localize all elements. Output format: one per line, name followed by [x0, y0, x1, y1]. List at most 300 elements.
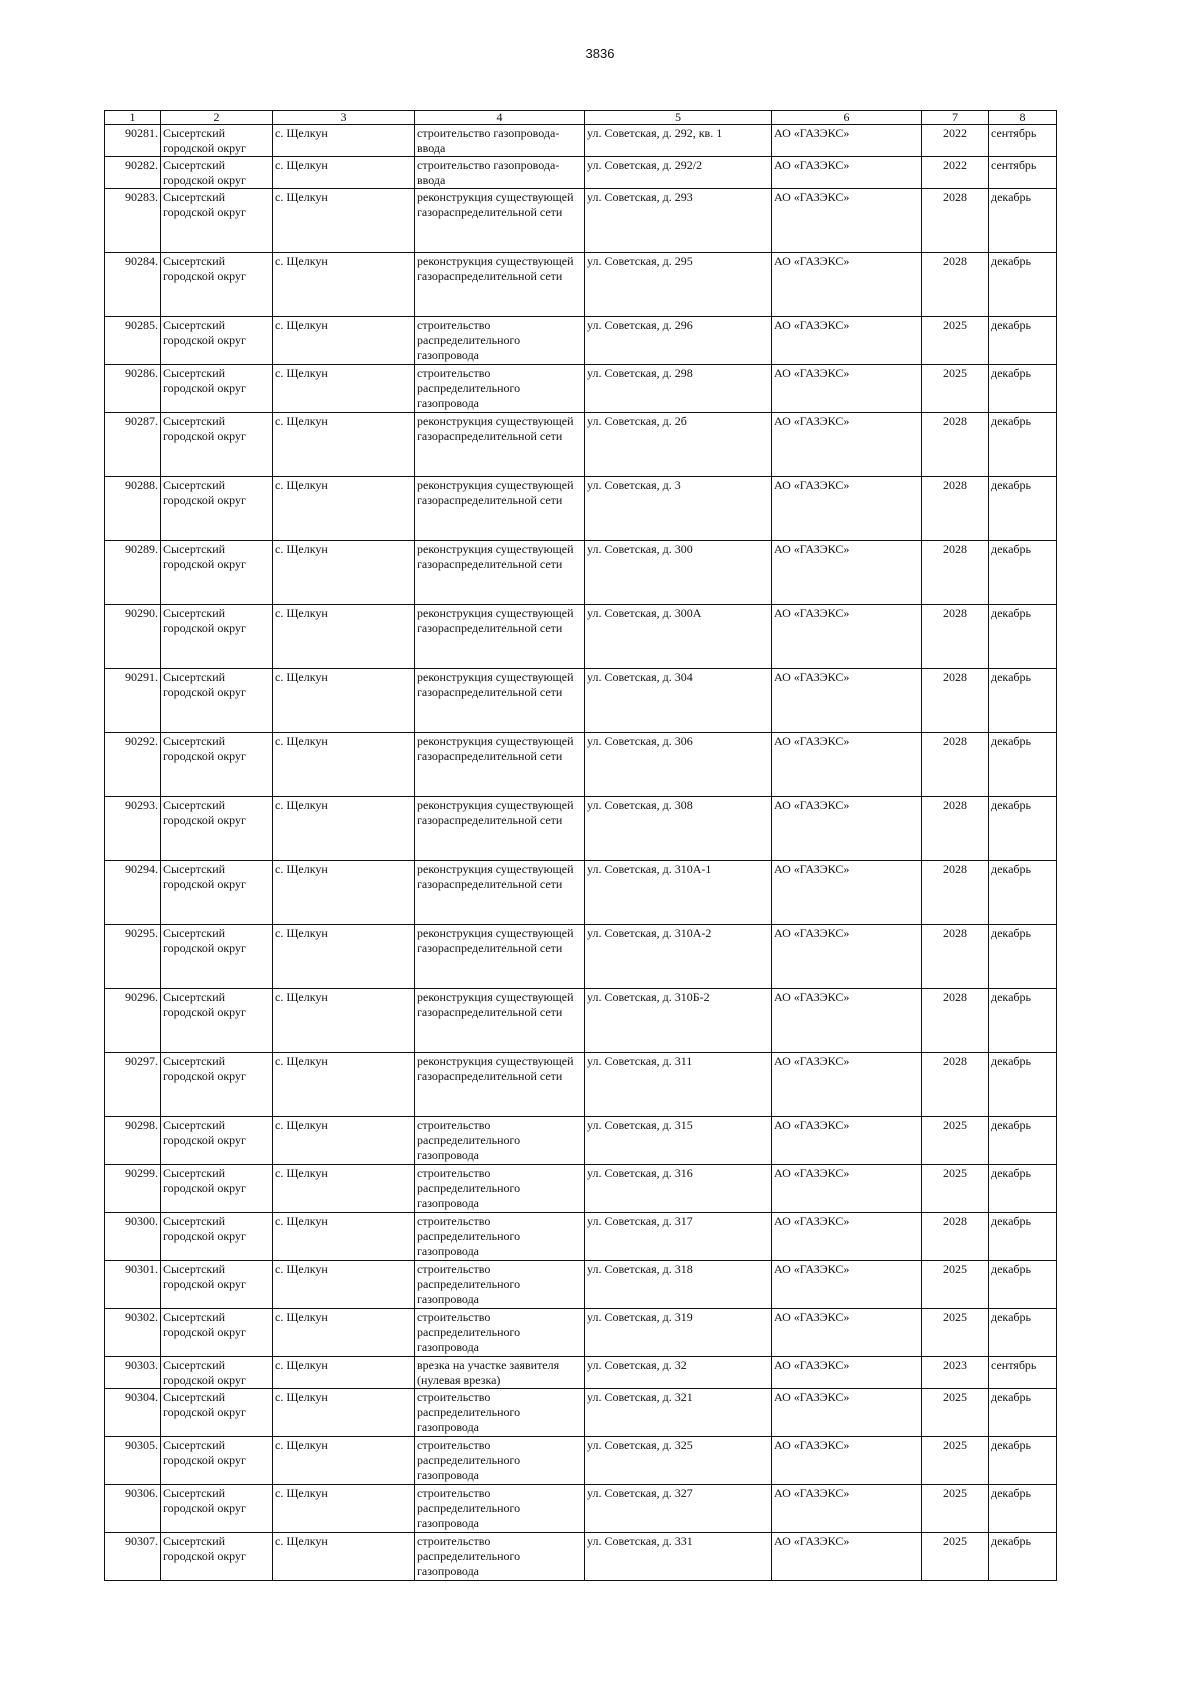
address-cell-text: ул. Советская, д. 306: [587, 734, 693, 748]
work-type-cell-text: реконструкция существующей газораспределительной сети: [417, 734, 574, 763]
row-number: [105, 1437, 161, 1485]
district-cell: [161, 477, 273, 541]
organization-cell-text: АО «ГАЗЭКС»: [774, 606, 850, 620]
settlement-cell: [273, 477, 415, 541]
organization-cell-text: АО «ГАЗЭКС»: [774, 1534, 850, 1548]
row-number-text: 90300.: [125, 1214, 158, 1228]
row-number-text: 90306.: [125, 1486, 158, 1500]
settlement-cell: [273, 1389, 415, 1437]
settlement-cell-text: с. Щелкун: [275, 1486, 328, 1500]
month-cell-text: декабрь: [991, 990, 1031, 1004]
district-cell: [161, 989, 273, 1053]
address-cell-text: ул. Советская, д. 308: [587, 798, 693, 812]
address-cell-text: ул. Советская, д. 298: [587, 366, 693, 380]
district-cell-text: Сысертский городской округ: [163, 1166, 246, 1195]
district-cell: [161, 317, 273, 365]
year-cell-text: 2025: [943, 1118, 967, 1132]
district-cell: [161, 925, 273, 989]
settlement-cell-text: с. Щелкун: [275, 1438, 328, 1452]
organization-cell: [772, 1053, 922, 1117]
year-cell: [922, 925, 989, 989]
work-type-cell: [415, 605, 585, 669]
month-cell-text: декабрь: [991, 1214, 1031, 1228]
row-number: [105, 317, 161, 365]
address-cell-text: ул. Советская, д. 325: [587, 1438, 693, 1452]
year-cell-text: 2028: [943, 1054, 967, 1068]
row-number-text: 90302.: [125, 1310, 158, 1324]
work-type-cell: [415, 253, 585, 317]
page-number: 3836: [585, 46, 615, 61]
organization-cell: [772, 1117, 922, 1165]
year-cell: [922, 1389, 989, 1437]
district-cell: [161, 1165, 273, 1213]
organization-cell-text: АО «ГАЗЭКС»: [774, 1054, 850, 1068]
row-number-text: 90297.: [125, 1054, 158, 1068]
work-type-cell-text: строительство распределительного газопровода: [417, 1438, 521, 1482]
settlement-cell-text: с. Щелкун: [275, 862, 328, 876]
work-type-cell: [415, 1213, 585, 1261]
address-cell: [585, 1117, 772, 1165]
month-cell-text: декабрь: [991, 1534, 1031, 1548]
address-cell: [585, 541, 772, 605]
organization-cell: [772, 1485, 922, 1533]
row-number: [105, 189, 161, 253]
month-cell-text: декабрь: [991, 1054, 1031, 1068]
year-cell-text: 2023: [943, 1358, 967, 1372]
organization-cell: [772, 1309, 922, 1357]
work-type-cell: [415, 1309, 585, 1357]
district-cell-text: Сысертский городской округ: [163, 1214, 246, 1243]
address-cell: [585, 1357, 772, 1389]
row-number-text: 90295.: [125, 926, 158, 940]
organization-cell-text: АО «ГАЗЭКС»: [774, 1390, 850, 1404]
district-cell: [161, 1533, 273, 1581]
year-cell: [922, 1261, 989, 1309]
address-cell: [585, 1261, 772, 1309]
district-cell-text: Сысертский городской округ: [163, 734, 246, 763]
settlement-cell: [273, 1437, 415, 1485]
work-type-cell-text: строительство распределительного газопровода: [417, 366, 521, 410]
row-number-text: 90299.: [125, 1166, 158, 1180]
settlement-cell: [273, 317, 415, 365]
month-cell: [989, 477, 1057, 541]
work-type-cell-text: строительство распределительного газопровода: [417, 1486, 521, 1530]
year-cell: [922, 669, 989, 733]
settlement-cell-text: с. Щелкун: [275, 926, 328, 940]
district-cell: [161, 1117, 273, 1165]
organization-cell-text: АО «ГАЗЭКС»: [774, 318, 850, 332]
settlement-cell: [273, 1357, 415, 1389]
organization-cell-text: АО «ГАЗЭКС»: [774, 1214, 850, 1228]
month-cell: [989, 797, 1057, 861]
row-number-text: 90283.: [125, 190, 158, 204]
row-number: [105, 413, 161, 477]
row-number-text: 90291.: [125, 670, 158, 684]
table-row: [105, 157, 1057, 189]
table-row: [105, 989, 1057, 1053]
row-number: [105, 1165, 161, 1213]
month-cell-text: декабрь: [991, 798, 1031, 812]
row-number-text: 90304.: [125, 1390, 158, 1404]
address-cell: [585, 125, 772, 157]
district-cell: [161, 1053, 273, 1117]
month-cell-text: декабрь: [991, 318, 1031, 332]
work-type-cell-text: реконструкция существующей газораспределительной сети: [417, 190, 574, 219]
settlement-cell: [273, 189, 415, 253]
organization-cell-text: АО «ГАЗЭКС»: [774, 734, 850, 748]
row-number-text: 90290.: [125, 606, 158, 620]
organization-cell-text: АО «ГАЗЭКС»: [774, 542, 850, 556]
settlement-cell-text: с. Щелкун: [275, 542, 328, 556]
row-number: [105, 925, 161, 989]
settlement-cell: [273, 1213, 415, 1261]
address-cell: [585, 477, 772, 541]
year-cell: [922, 1357, 989, 1389]
row-number-text: 90294.: [125, 862, 158, 876]
table-row: [105, 1261, 1057, 1309]
district-cell-text: Сысертский городской округ: [163, 254, 246, 283]
work-type-cell: [415, 1053, 585, 1117]
organization-cell: [772, 541, 922, 605]
row-number-text: 90296.: [125, 990, 158, 1004]
year-cell-text: 2028: [943, 606, 967, 620]
column-header: 3: [273, 111, 415, 125]
month-cell: [989, 1485, 1057, 1533]
work-type-cell: [415, 1261, 585, 1309]
work-type-cell-text: реконструкция существующей газораспределительной сети: [417, 1054, 574, 1083]
work-type-cell: [415, 1357, 585, 1389]
year-cell: [922, 157, 989, 189]
work-type-cell-text: строительство газопровода- ввода: [417, 126, 560, 155]
row-number: [105, 1213, 161, 1261]
address-cell: [585, 1389, 772, 1437]
address-cell-text: ул. Советская, д. 295: [587, 254, 693, 268]
address-cell-text: ул. Советская, д. 292, кв. 1: [587, 126, 723, 140]
year-cell: [922, 541, 989, 605]
organization-cell-text: АО «ГАЗЭКС»: [774, 1262, 850, 1276]
organization-cell-text: АО «ГАЗЭКС»: [774, 798, 850, 812]
settlement-cell: [273, 157, 415, 189]
work-type-cell-text: строительство распределительного газопровода: [417, 1390, 521, 1434]
organization-cell: [772, 189, 922, 253]
district-cell: [161, 365, 273, 413]
district-cell: [161, 253, 273, 317]
table-row: [105, 1389, 1057, 1437]
district-cell-text: Сысертский городской округ: [163, 126, 246, 155]
settlement-cell-text: с. Щелкун: [275, 1534, 328, 1548]
district-cell: [161, 125, 273, 157]
year-cell: [922, 413, 989, 477]
year-cell: [922, 1053, 989, 1117]
month-cell: [989, 365, 1057, 413]
month-cell-text: сентябрь: [991, 126, 1037, 140]
district-cell: [161, 413, 273, 477]
organization-cell: [772, 1389, 922, 1437]
address-cell-text: ул. Советская, д. 315: [587, 1118, 693, 1132]
district-cell: [161, 1261, 273, 1309]
table-row: [105, 189, 1057, 253]
month-cell-text: декабрь: [991, 478, 1031, 492]
year-cell-text: 2025: [943, 318, 967, 332]
organization-cell-text: АО «ГАЗЭКС»: [774, 478, 850, 492]
column-number-row: [105, 111, 1057, 125]
settlement-cell: [273, 605, 415, 669]
work-type-cell: [415, 797, 585, 861]
row-number-text: 90284.: [125, 254, 158, 268]
district-cell: [161, 1389, 273, 1437]
address-cell: [585, 1309, 772, 1357]
district-cell: [161, 1357, 273, 1389]
work-type-cell: [415, 125, 585, 157]
year-cell: [922, 797, 989, 861]
settlement-cell: [273, 797, 415, 861]
organization-cell: [772, 477, 922, 541]
row-number-text: 90307.: [125, 1534, 158, 1548]
organization-cell-text: АО «ГАЗЭКС»: [774, 1310, 850, 1324]
work-type-cell: [415, 1533, 585, 1581]
year-cell: [922, 1437, 989, 1485]
district-cell: [161, 1309, 273, 1357]
column-header: 8: [989, 111, 1057, 125]
work-type-cell-text: реконструкция существующей газораспределительной сети: [417, 670, 574, 699]
row-number: [105, 365, 161, 413]
year-cell: [922, 1117, 989, 1165]
table-row: [105, 1437, 1057, 1485]
work-type-cell-text: реконструкция существующей газораспределительной сети: [417, 254, 574, 283]
table-row: [105, 605, 1057, 669]
table-row: [105, 477, 1057, 541]
settlement-cell: [273, 413, 415, 477]
month-cell-text: декабрь: [991, 1310, 1031, 1324]
address-cell-text: ул. Советская, д. 316: [587, 1166, 693, 1180]
row-number-text: 90298.: [125, 1118, 158, 1132]
table-row: [105, 1533, 1057, 1581]
work-type-cell-text: врезка на участке заявителя (нулевая врезка): [417, 1358, 560, 1387]
month-cell-text: декабрь: [991, 734, 1031, 748]
table-row: [105, 1117, 1057, 1165]
year-cell: [922, 125, 989, 157]
year-cell-text: 2025: [943, 1262, 967, 1276]
row-number: [105, 157, 161, 189]
district-cell: [161, 157, 273, 189]
settlement-cell-text: с. Щелкун: [275, 990, 328, 1004]
month-cell-text: декабрь: [991, 1390, 1031, 1404]
settlement-cell: [273, 253, 415, 317]
year-cell: [922, 1309, 989, 1357]
table-row: [105, 317, 1057, 365]
address-cell-text: ул. Советская, д. 300А: [587, 606, 702, 620]
year-cell: [922, 317, 989, 365]
organization-cell-text: АО «ГАЗЭКС»: [774, 1486, 850, 1500]
organization-cell-text: АО «ГАЗЭКС»: [774, 126, 850, 140]
work-type-cell: [415, 1485, 585, 1533]
month-cell: [989, 605, 1057, 669]
row-number-text: 90281.: [125, 126, 158, 140]
settlement-cell-text: с. Щелкун: [275, 414, 328, 428]
district-cell-text: Сысертский городской округ: [163, 1054, 246, 1083]
district-cell-text: Сысертский городской округ: [163, 478, 246, 507]
month-cell: [989, 861, 1057, 925]
month-cell: [989, 317, 1057, 365]
address-cell: [585, 365, 772, 413]
address-cell: [585, 189, 772, 253]
organization-cell: [772, 1165, 922, 1213]
organization-cell: [772, 989, 922, 1053]
month-cell: [989, 541, 1057, 605]
organization-cell: [772, 1213, 922, 1261]
column-header: 2: [161, 111, 273, 125]
row-number: [105, 125, 161, 157]
settlement-cell: [273, 1485, 415, 1533]
organization-cell: [772, 861, 922, 925]
table-row: [105, 1357, 1057, 1389]
month-cell-text: декабрь: [991, 254, 1031, 268]
year-cell-text: 2028: [943, 670, 967, 684]
month-cell-text: декабрь: [991, 1166, 1031, 1180]
district-cell: [161, 189, 273, 253]
settlement-cell: [273, 1309, 415, 1357]
address-cell-text: ул. Советская, д. 2б: [587, 414, 687, 428]
month-cell: [989, 1117, 1057, 1165]
settlement-cell-text: с. Щелкун: [275, 318, 328, 332]
address-cell: [585, 1165, 772, 1213]
month-cell: [989, 1357, 1057, 1389]
address-cell: [585, 1437, 772, 1485]
row-number: [105, 541, 161, 605]
month-cell-text: декабрь: [991, 366, 1031, 380]
settlement-cell-text: с. Щелкун: [275, 1166, 328, 1180]
address-cell: [585, 1213, 772, 1261]
row-number: [105, 253, 161, 317]
settlement-cell: [273, 861, 415, 925]
month-cell-text: сентябрь: [991, 1358, 1037, 1372]
district-cell-text: Сысертский городской округ: [163, 606, 246, 635]
address-cell-text: ул. Советская, д. 321: [587, 1390, 693, 1404]
table-row: [105, 861, 1057, 925]
organization-cell-text: АО «ГАЗЭКС»: [774, 414, 850, 428]
year-cell: [922, 1533, 989, 1581]
settlement-cell-text: с. Щелкун: [275, 798, 328, 812]
row-number-text: 90286.: [125, 366, 158, 380]
settlement-cell-text: с. Щелкун: [275, 1214, 328, 1228]
district-cell-text: Сысертский городской округ: [163, 670, 246, 699]
year-cell: [922, 189, 989, 253]
row-number-text: 90303.: [125, 1358, 158, 1372]
month-cell: [989, 1533, 1057, 1581]
year-cell-text: 2025: [943, 1534, 967, 1548]
work-type-cell-text: строительство распределительного газопровода: [417, 1262, 521, 1306]
organization-cell: [772, 669, 922, 733]
work-type-cell: [415, 189, 585, 253]
year-cell: [922, 989, 989, 1053]
settlement-cell-text: с. Щелкун: [275, 670, 328, 684]
row-number: [105, 1389, 161, 1437]
address-cell: [585, 1533, 772, 1581]
month-cell: [989, 1165, 1057, 1213]
year-cell: [922, 1485, 989, 1533]
month-cell: [989, 125, 1057, 157]
settlement-cell: [273, 1053, 415, 1117]
work-type-cell: [415, 1389, 585, 1437]
address-cell-text: ул. Советская, д. 300: [587, 542, 693, 556]
address-cell: [585, 157, 772, 189]
settlement-cell-text: с. Щелкун: [275, 1054, 328, 1068]
row-number: [105, 1357, 161, 1389]
district-cell: [161, 1213, 273, 1261]
address-cell-text: ул. Советская, д. 331: [587, 1534, 693, 1548]
organization-cell-text: АО «ГАЗЭКС»: [774, 670, 850, 684]
organization-cell: [772, 605, 922, 669]
column-header: 6: [772, 111, 922, 125]
month-cell-text: декабрь: [991, 862, 1031, 876]
district-cell: [161, 605, 273, 669]
month-cell-text: декабрь: [991, 1118, 1031, 1132]
column-header: 7: [922, 111, 989, 125]
district-cell-text: Сысертский городской округ: [163, 1358, 246, 1387]
year-cell: [922, 253, 989, 317]
settlement-cell: [273, 669, 415, 733]
month-cell: [989, 189, 1057, 253]
district-cell-text: Сысертский городской округ: [163, 1486, 246, 1515]
work-type-cell-text: строительство распределительного газопровода: [417, 1310, 521, 1354]
organization-cell: [772, 413, 922, 477]
work-type-cell: [415, 861, 585, 925]
district-cell-text: Сысертский городской округ: [163, 1310, 246, 1339]
year-cell: [922, 477, 989, 541]
year-cell-text: 2028: [943, 862, 967, 876]
district-cell: [161, 541, 273, 605]
year-cell-text: 2025: [943, 1486, 967, 1500]
row-number: [105, 1261, 161, 1309]
address-cell-text: ул. Советская, д. 327: [587, 1486, 693, 1500]
row-number: [105, 1485, 161, 1533]
row-number-text: 90288.: [125, 478, 158, 492]
district-cell-text: Сысертский городской округ: [163, 190, 246, 219]
work-type-cell-text: реконструкция существующей газораспределительной сети: [417, 542, 574, 571]
settlement-cell-text: с. Щелкун: [275, 190, 328, 204]
address-cell: [585, 669, 772, 733]
district-cell: [161, 1485, 273, 1533]
address-cell-text: ул. Советская, д. 32: [587, 1358, 687, 1372]
year-cell-text: 2025: [943, 1390, 967, 1404]
organization-cell: [772, 925, 922, 989]
settlement-cell-text: с. Щелкун: [275, 734, 328, 748]
row-number: [105, 1053, 161, 1117]
row-number-text: 90289.: [125, 542, 158, 556]
settlement-cell: [273, 925, 415, 989]
district-cell: [161, 861, 273, 925]
address-cell-text: ул. Советская, д. 292/2: [587, 158, 703, 172]
table-row: [105, 733, 1057, 797]
work-type-cell: [415, 365, 585, 413]
year-cell-text: 2028: [943, 798, 967, 812]
settlement-cell: [273, 125, 415, 157]
year-cell: [922, 733, 989, 797]
settlement-cell: [273, 1533, 415, 1581]
row-number-text: 90301.: [125, 1262, 158, 1276]
row-number-text: 90305.: [125, 1438, 158, 1452]
year-cell-text: 2028: [943, 478, 967, 492]
address-cell-text: ул. Советская, д. 293: [587, 190, 693, 204]
organization-cell-text: АО «ГАЗЭКС»: [774, 254, 850, 268]
year-cell-text: 2028: [943, 254, 967, 268]
work-type-cell-text: реконструкция существующей газораспределительной сети: [417, 862, 574, 891]
organization-cell-text: АО «ГАЗЭКС»: [774, 1118, 850, 1132]
year-cell-text: 2028: [943, 414, 967, 428]
row-number: [105, 989, 161, 1053]
work-type-cell-text: строительство распределительного газопровода: [417, 1214, 521, 1258]
address-cell-text: ул. Советская, д. 304: [587, 670, 693, 684]
